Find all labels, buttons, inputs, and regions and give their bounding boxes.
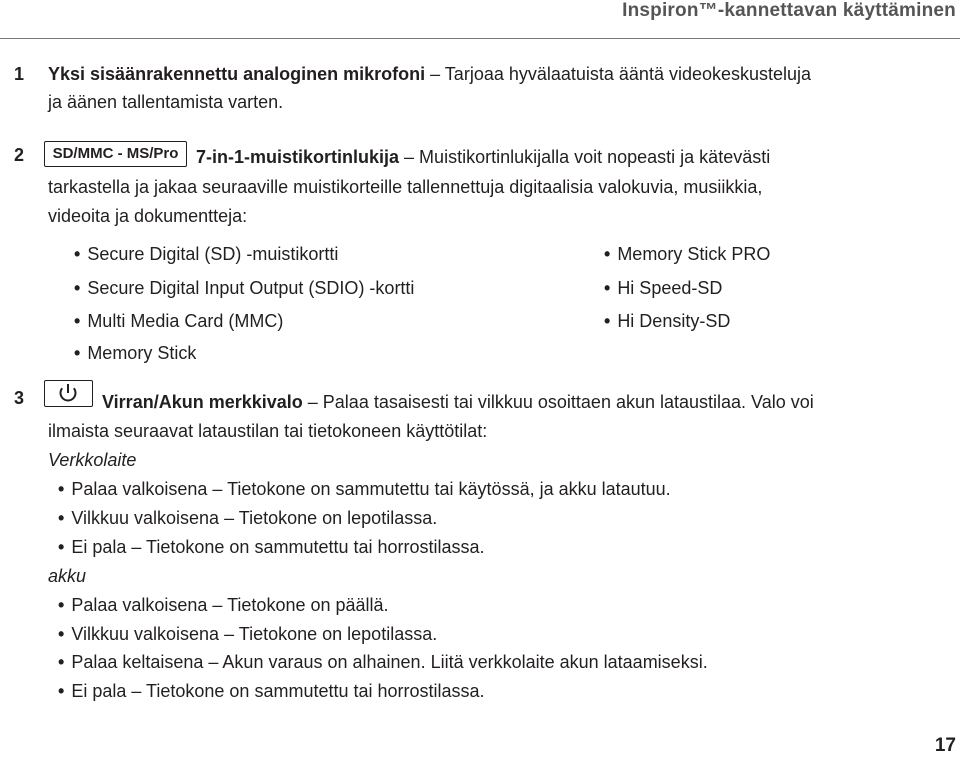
header-rule: [0, 38, 960, 39]
card-type-item: • Secure Digital Input Output (SDIO) -kortti: [74, 278, 415, 298]
ac-state-item: • Palaa valkoisena – Tietokone on sammutettu tai käytössä, ja akku latautuu.: [58, 479, 671, 499]
item-1-text-1: – Tarjoaa hyvälaatuista ääntä videokeskusteluja: [430, 64, 812, 84]
item-3-term: Virran/Akun merkkivalo: [102, 392, 303, 412]
battery-state-item: • Palaa valkoisena – Tietokone on päällä.: [58, 595, 389, 615]
ac-state-item: • Vilkkuu valkoisena – Tietokone on lepotilassa.: [58, 508, 438, 528]
page-header-title: Inspiron™-kannettavan käyttäminen: [622, 0, 956, 21]
item-number-3: 3: [14, 388, 25, 408]
item-2-term: 7-in-1-muistikortinlukija: [196, 147, 400, 167]
item-number-1: 1: [14, 64, 25, 84]
card-type-item: • Multi Media Card (MMC): [74, 311, 284, 331]
ac-adapter-heading: Verkkolaite: [48, 450, 137, 470]
sd-mmc-ms-pro-icon: SD/MMC - MS/Pro: [44, 141, 187, 167]
item-number-2: 2: [14, 145, 25, 165]
item-3-line-1: [102, 392, 814, 413]
card-type-item: • Secure Digital (SD) -muistikortti: [74, 244, 339, 264]
item-3-text-2: ilmaista seuraavat lataustilan tai tietokoneen käyttötilat:: [48, 421, 488, 441]
battery-state-item: • Ei pala – Tietokone on sammutettu tai horrostilassa.: [58, 681, 485, 701]
item-1-term: Yksi sisäänrakennettu analoginen mikrofoni: [48, 64, 426, 84]
power-icon: [44, 380, 93, 407]
card-type-item: • Memory Stick PRO: [604, 244, 771, 264]
battery-state-item: • Vilkkuu valkoisena – Tietokone on lepotilassa.: [58, 624, 438, 644]
item-3-text-1: – Palaa tasaisesti tai vilkkuu osoittaen akun lataustilaa. Valo voi: [307, 392, 814, 412]
item-1-line-1: [48, 64, 811, 85]
page-number: 17: [934, 735, 956, 756]
item-2-text-1: – Muistikortinlukijalla voit nopeasti ja kätevästi: [404, 147, 771, 167]
item-2-line-1: [196, 147, 770, 168]
item-1-text-2: ja äänen tallentamista varten.: [48, 92, 284, 112]
ac-state-item: • Ei pala – Tietokone on sammutettu tai horrostilassa.: [58, 537, 485, 557]
battery-heading: akku: [48, 566, 87, 586]
item-2-text-2: tarkastella ja jakaa seuraaville muistikorteille tallennettuja digitaalisia valokuvia, musiikkia,: [48, 177, 763, 197]
card-type-item: • Memory Stick: [74, 343, 197, 363]
card-type-item: • Hi Speed-SD: [604, 278, 723, 298]
item-2-text-3: videoita ja dokumentteja:: [48, 206, 248, 226]
battery-state-item: • Palaa keltaisena – Akun varaus on alhainen. Liitä verkkolaite akun lataamiseksi.: [58, 652, 708, 672]
card-type-item: • Hi Density-SD: [604, 311, 731, 331]
